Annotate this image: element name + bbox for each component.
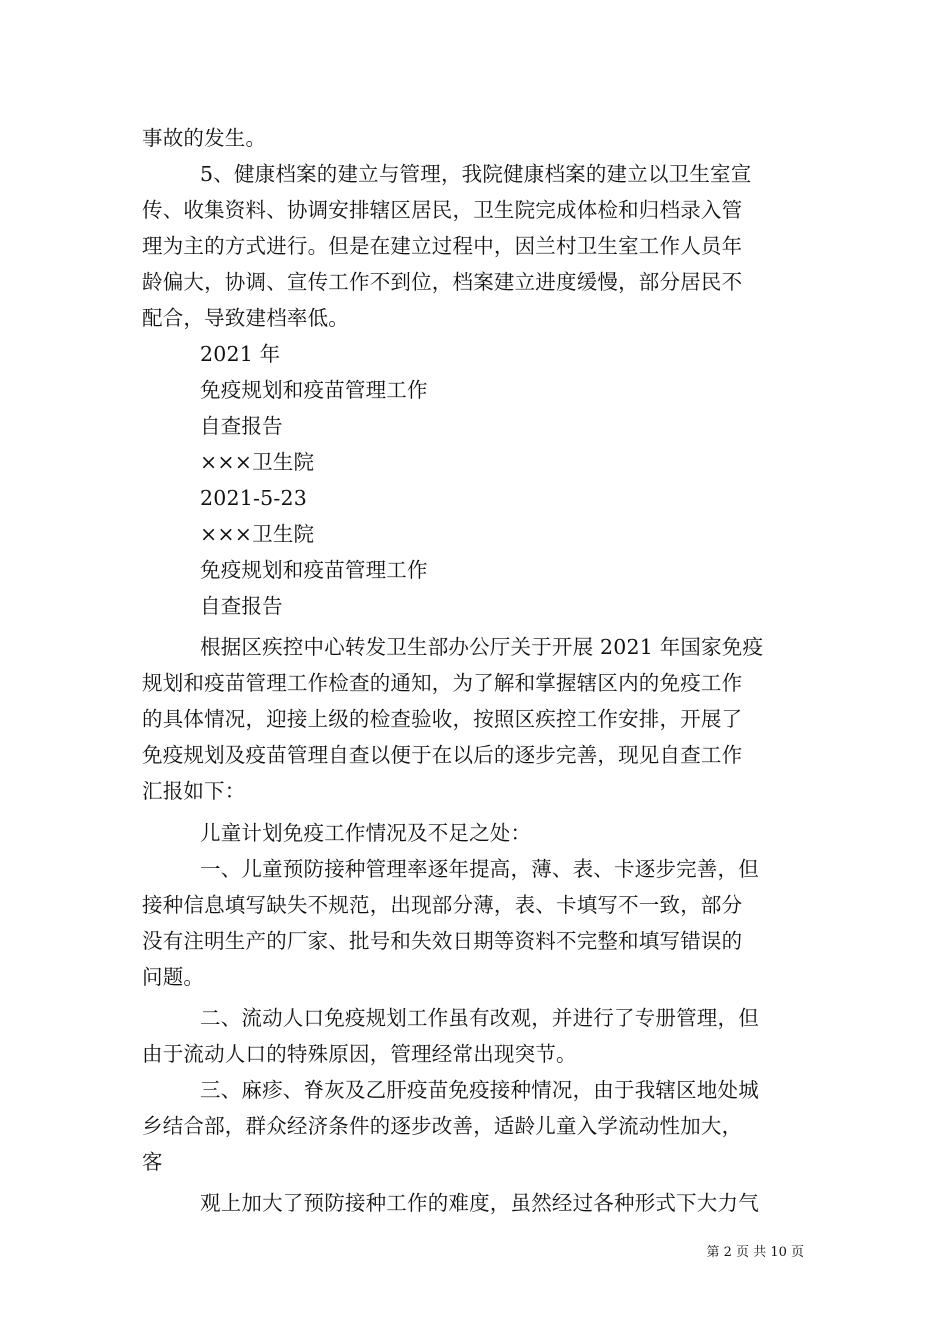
section-heading: 儿童计划免疫工作情况及不足之处： bbox=[200, 821, 532, 845]
report-date: 2021-5-23 bbox=[200, 486, 307, 510]
text-line: 事故的发生。 bbox=[142, 126, 267, 150]
text-line: 乡结合部，群众经济条件的逐步改善，适龄儿童入学流动性加大， bbox=[142, 1114, 743, 1138]
paragraph-start: 三、麻疹、脊灰及乙肝疫苗免疫接种情况，由于我辖区地处城 bbox=[200, 1078, 759, 1102]
text-line: 问题。 bbox=[142, 965, 205, 989]
text-line: 传、收集资料、协调安排辖区居民，卫生院完成体检和归档录入管 bbox=[142, 198, 743, 222]
report-title: 免疫规划和疫苗管理工作 bbox=[200, 378, 428, 402]
report-subtitle: 自查报告 bbox=[200, 414, 283, 438]
report-title-repeat: 免疫规划和疫苗管理工作 bbox=[200, 558, 428, 582]
page-number-footer: 第 2 页 共 10 页 bbox=[706, 1245, 804, 1260]
paragraph-start: 观上加大了预防接种工作的难度，虽然经过各种形式下大力气 bbox=[200, 1191, 759, 1215]
paragraph-start: 根据区疾控中心转发卫生部办公厅关于开展 2021 年国家免疫 bbox=[200, 635, 764, 659]
text-line: 的具体情况，迎接上级的检查验收，按照区疾控工作安排，开展了 bbox=[142, 707, 743, 731]
text-line: 接种信息填写缺失不规范，出现部分薄，表、卡填写不一致，部分 bbox=[142, 893, 743, 917]
report-year: 2021 年 bbox=[200, 342, 281, 366]
text-line: 没有注明生产的厂家、批号和失效日期等资料不完整和填写错误的 bbox=[142, 929, 743, 953]
text-line: 客 bbox=[142, 1150, 163, 1174]
text-line: 免疫规划及疫苗管理自查以便于在以后的逐步完善，现见自查工作 bbox=[142, 743, 743, 767]
report-organization: ×××卫生院 bbox=[200, 450, 315, 474]
report-organization-repeat: ×××卫生院 bbox=[200, 522, 315, 546]
text-line: 理为主的方式进行。但是在建立过程中，因兰村卫生室工作人员年 bbox=[142, 234, 743, 258]
text-line: 汇报如下： bbox=[142, 779, 246, 803]
text-line: 规划和疫苗管理工作检查的通知，为了解和掌握辖区内的免疫工作 bbox=[142, 671, 743, 695]
paragraph-start: 二、流动人口免疫规划工作虽有改观，并进行了专册管理，但 bbox=[200, 1006, 759, 1030]
text-line: 由于流动人口的特殊原因，管理经常出现突节。 bbox=[142, 1042, 577, 1066]
report-subtitle-repeat: 自查报告 bbox=[200, 594, 283, 618]
paragraph-start: 5、健康档案的建立与管理，我院健康档案的建立以卫生室宣 bbox=[200, 162, 752, 186]
paragraph-start: 一、儿童预防接种管理率逐年提高，薄、表、卡逐步完善，但 bbox=[200, 857, 759, 881]
text-line: 龄偏大，协调、宣传工作不到位，档案建立进度缓慢，部分居民不 bbox=[142, 270, 743, 294]
text-line: 配合，导致建档率低。 bbox=[142, 306, 349, 330]
